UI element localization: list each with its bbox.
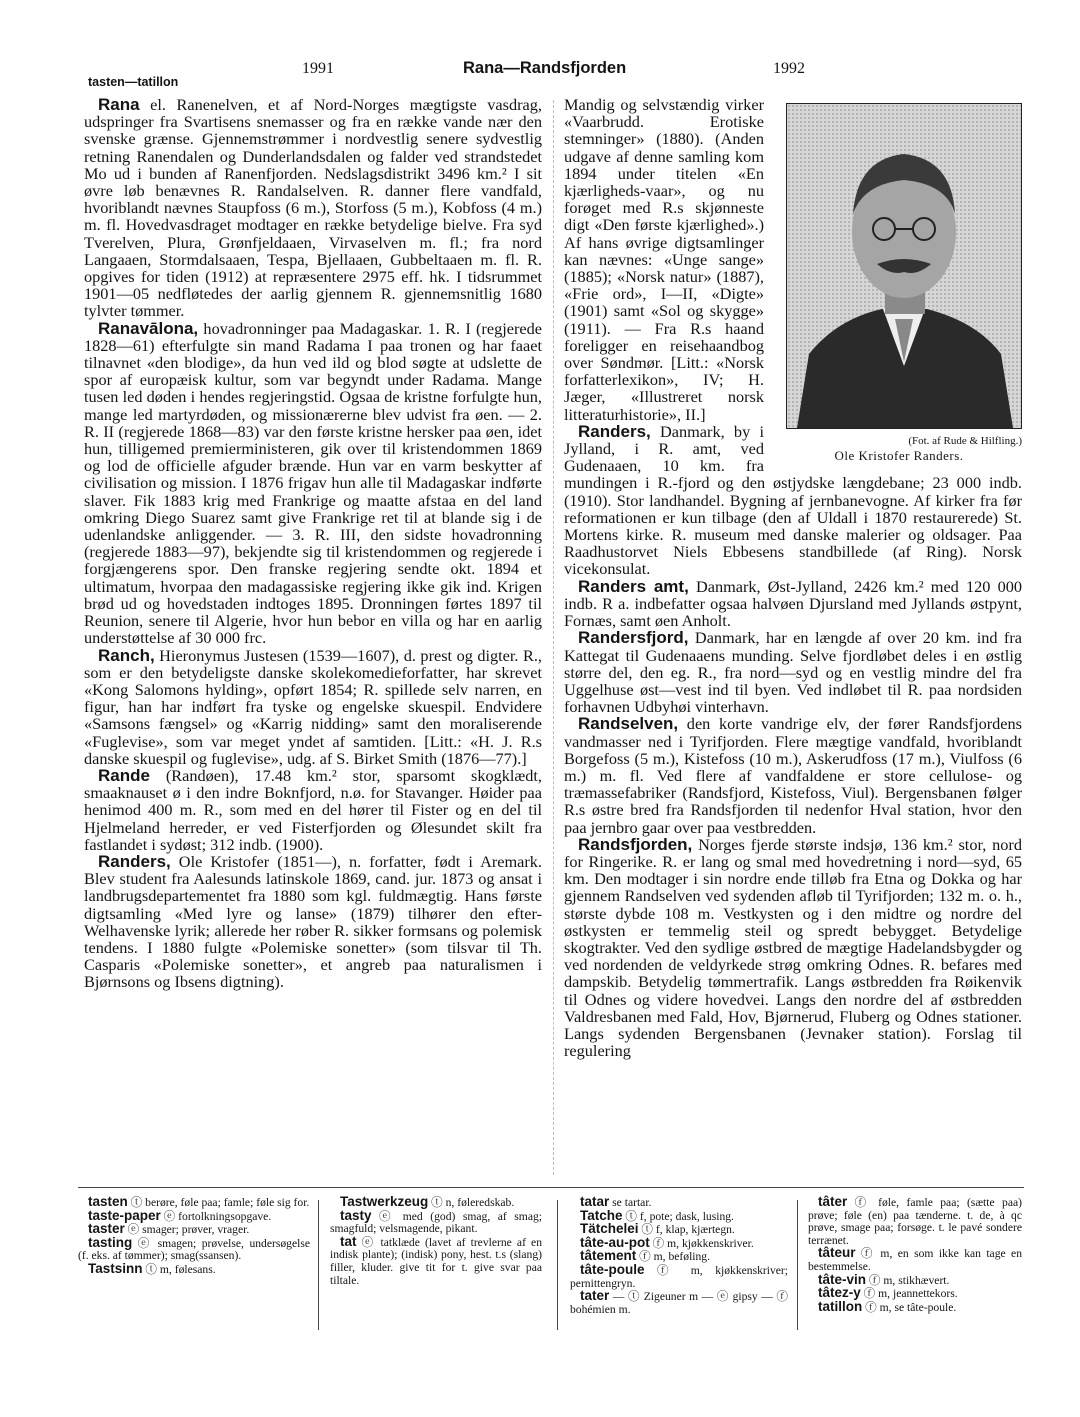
dictionary-headword: Tastwerkzeug <box>340 1194 429 1209</box>
dictionary-definition: ⓔ smagen; prøvelse, undersøgelse (f. eks. af tømmer); smag(ssansen). <box>78 1236 310 1263</box>
dictionary-headword: tâteur <box>818 1245 856 1261</box>
headword: Randselven, <box>578 714 679 734</box>
dictionary-headword: Tastsinn <box>88 1260 143 1276</box>
dictionary-definition: ⓕ m, beføling. <box>636 1250 711 1264</box>
dictionary-headword: tâte-poule <box>580 1261 645 1277</box>
headword: Randersfjord, <box>578 628 689 648</box>
dictionary-headword: tâte-vin <box>818 1271 867 1287</box>
entry-text: Danmark, by i Jylland, i R. amt, ved Gudenaaen, 10 km. fra mundingen i R.-fjord og den østjydske længdebane; 23 000 indb. (1910). Stor landhandel. Bygning af jernbanevogne. Af kirker fra før reformationen er kun tilbage (den af Uldall i 1870 restaurerede) St. Mortens kirke. R. museum med danske malerier og oldsager. Paa Raadhustorvet Niels Ebbesens standbillede (af Ring). Norsk vicekonsulat. <box>564 421 1022 579</box>
portrait-figure <box>776 103 1022 464</box>
entry-rande <box>84 767 542 853</box>
dictionary-entry <box>570 1290 788 1316</box>
dictionary-headword: tâtez-y <box>818 1285 861 1301</box>
entry-text: Norges fjerde største indsjø, 136 km.² stor, nord for Ringerike. R. er lang og smal med hovedretning i nord—syd, 65 km. Den modtager i sin nordre ende tilløb fra Etna og Dokka og har gjennem Randselven ved sydenden afløb til Tyrifjorden; 132 m. o. h., største dybde 108 m. Vestkysten og i den midtre og nordre del østkysten er temmelig steil og spredt bebygget. Betydelige skogtrakter. Ved den sydlige østbred de mægtige Hadelandsbygder og ved nordenden de veldyrkede strøg omkring Odnes. R. befares med dampskib. Betydelig tømmertrafik. Langs østbredden fra Røikenvik til Odnes og videre hovedvei. Langs den nordre del af østbredden Valdresbanen med Fald, Hov, Bjørnerud, Fluberg og Odnes stationer. Langs sydenden Bergensbanen (Jevnaker station). Forslag til regulering <box>564 834 1022 1061</box>
dictionary-definition: se tartar. <box>609 1196 652 1209</box>
headword: Randers, <box>98 851 171 871</box>
page-number-left: 1991 <box>302 60 334 77</box>
dictionary-definition: ⓕ m, jeannettekors. <box>860 1287 958 1301</box>
footer-column-divider <box>557 1200 558 1330</box>
dictionary-definition: ⓕ m, kjøkkenskriver; pernittengryn. <box>570 1263 788 1290</box>
dictionary-headword: tasting <box>88 1234 133 1250</box>
entry-randers-ole <box>84 853 542 991</box>
footer-divider <box>78 1187 1024 1188</box>
dictionary-entry <box>808 1298 1022 1315</box>
headword: Randsfjorden, <box>578 834 693 854</box>
dictionary-definition: ⓣ n, føleredskab. <box>428 1196 515 1209</box>
dictionary-headword: tat <box>340 1233 357 1249</box>
portrait-photo <box>786 103 1022 429</box>
right-column <box>564 96 1022 1059</box>
dictionary-entry <box>808 1196 1022 1247</box>
dictionary-definition: ⓣ f, pote; dask, lusing. <box>622 1209 734 1223</box>
entry-text: Danmark, har en længde af over 20 km. ind fra Kattegat til Gudenaaens munding. Selve fjordløbet deles i en østlig større del, den eg. R., fra nord—syd og en vestlig mindre del fra Uggelhuse øst—vest ind til byen. Ved indløbet til R. paa nordsiden forhavnen Udbyhøi vinterhavn. <box>564 628 1022 717</box>
headword: Rana <box>98 95 140 114</box>
dictionary-entry <box>78 1234 310 1263</box>
dictionary-headword: tatillon <box>818 1298 863 1314</box>
dictionary-headword: tatar <box>580 1194 610 1209</box>
dictionary-definition: ⓕ m, se tâte-poule. <box>862 1300 957 1314</box>
footer-column-divider <box>318 1200 319 1330</box>
entry-text: Ole Kristofer (1851—), n. forfatter, født i Aremark. Blev student fra Aalesunds latinskole 1869, cand. jur. 1873 og ansat i landbrugsdepartementet fra 1880 som kgl. fuldmægtig. Hans første digtsamling «Med lyre og lanse» (1879) tilhører den efter-Welhavenske lyrik; allerede her røber R. sikker formsans og polemisk tendens. I 1880 fulgte «Polemiske sonetter» (som tilsvar til Th. Casparis «Polemiske sonetter», et angreb paa naturalismen i Bjørnsons og Ibsens digtning). <box>84 851 542 992</box>
dictionary-definition: ⓕ m, kjøkkenskriver. <box>649 1236 754 1250</box>
entry-text: hovadronninger paa Madagaskar. 1. R. I (regjerede 1828—61) efterfulgte sin mand Radama I paa tronen og har faaet tilnavnet «den blodige», da hun ved ild og blod søgte at udslette de spor af europæisk kultur, som var begyndt under Radama. Mange tusen led døden i hendes regjeringstid. Ogsaa de kristne forfulgte hun, mange led martyrdøden, og missionærerne blev udvist fra øen. — 2. R. II (regjerede 1868—83) var den første kristne hersker paa øen, idet hun, tilligemed premierministeren, gik over til kristendommen 1869 og lod de officielle afguder brænde. Hun var en varm beskytter af civilisation og mission. I 1876 frigav hun alle til Madagaskar indførte slaver. Fik 1883 krig med Frankrige og maatte afstaa en del land omkring Diego Suarez samt give Frankrige ret til at blande sig i de udenlandske anliggender. — 3. R. III, den sidste hovadronning (regjerede 1883—97), bekjendte sig til kristendommen og regjerede i forgjængerens spor. Den franske regjering sendte okt. 1894 et ultimatum, hvorpaa den madagassiske regjering ikke gik ind. Krigen brød ud og hovedstaden indtoges 1895. Dronningen førtes 1897 til Reunion, senere til Algerie, hvor hun bebor en villa og har en aarlig understøttelse af 30 000 frc. <box>84 318 542 648</box>
photo-caption: Ole Kristofer Randers. <box>834 448 964 463</box>
dictionary-entry <box>330 1207 542 1236</box>
page-number-right: 1992 <box>773 60 805 77</box>
entry-randsfjorden <box>564 836 1022 1060</box>
dictionary-entry <box>570 1261 788 1290</box>
dictionary-definition: ⓔ fortolkningsopgave. <box>160 1209 272 1223</box>
entry-text: Danmark, Øst-Jylland, 2426 km.² med 120 000 indb. R a. indbefatter ogsaa halvøen Djursland med Jyllands østpynt, Fornæs, samt øen Anholt. <box>564 576 1022 631</box>
entry-text: el. Ranenelven, et af Nord-Norges mægtigste vasdrag, udspringer fra Svartisens snemasser og fra en række vande nær den svenske grænse. Gjennemstrømmer i nordvestlig senere sydvestlig retning Ranendalen og Dunderlandsdalen og falder ved strandstedet Mo ud i bunden af Ranenfjorden. Nedslagsdistrikt 3496 km.² I sit øvre løb benævnes R. Randalselven. R. danner flere vandfald, hvoriblandt nævnes Staupfoss (6 m.), Storfoss (5 m.), Kobfoss (4 m.) m. fl. Hovedvasdraget modtager en række betydelige bielve. Fra syd Tverelven, Plura, Grønfjeldaaen, Virvaselven m. fl.; fra nord Langaaen, Stormdalsaaen, Tespa, Bjellaaen, Gubbeltaaen m. fl. R. opgives for tiden (1912) at repræsentere 2975 eff. hk. I tidsrummet 1901—05 nedfløtedes der aarlig gjennem R. gjennemsnitlig 1680 tylvter tømmer. <box>84 95 542 321</box>
page-title: Rana—Randsfjorden <box>463 59 627 77</box>
dictionary-definition: ⓔ smager; prøver, vrager. <box>124 1223 250 1237</box>
dictionary-definition: ⓕ føle, famle paa; (sætte paa) prøve; føle (en) paa tænderne. t. de, à qc prøve, smage paa; forsøge. t. le pavé sondere terrænet. <box>808 1196 1022 1247</box>
dictionary-column-4 <box>808 1196 1022 1314</box>
entry-text: den korte vandrige elv, der fører Randsfjordens vandmasser ned i Tyrifjorden. Flere mægtige vandfald, hvoriblandt Borgefoss (5 m.), Kistefoss (10 m.), Askerudfoss (17 m.), Viulfoss (6 m.) m. fl. Ved flere af vandfaldene er store cellulose- og træmassefabriker (Randsfjord, Kistefoss, Viul). Bergensbanen følger R.s østre bred fra Randsfjorden til nedenfor Hval station, hvor den paa jernbro gaar over paa vestbredden. <box>564 714 1022 837</box>
dictionary-definition: ⓕ m, stikhævert. <box>866 1273 950 1287</box>
headword: Ranavālona, <box>98 318 199 338</box>
dictionary-definition: ⓕ m, en som ikke kan tage en bestemmelse. <box>808 1247 1022 1273</box>
headword: Ranch, <box>98 645 155 665</box>
column-divider <box>553 100 554 1175</box>
entry-text: Hieronymus Justesen (1539—1607), d. prest og digter. R., som er den betydeligste danske skolekomedieforfatter, har skrevet «Kong Salomons hylding», opført 1854; R. spillede selv narren, en figur, han har indført fra tyske og engelske skuespil. Endvidere «Samsons fængsel» og «Karrig nidding» samt den moraliserende «Fuglevise», som var meget yndet af samtiden. [Litt.: «H. J. R.s danske skuespil og fuglevise», udg. af S. Birket Smith (1876—77).] <box>84 645 542 768</box>
headword: Rande <box>98 765 150 785</box>
entry-randers-amt <box>564 578 1022 630</box>
entry-rana <box>84 96 542 320</box>
headword: Randers, <box>578 421 651 441</box>
footer-column-divider <box>797 1200 798 1330</box>
dictionary-headword: tâter <box>818 1194 848 1209</box>
dictionary-entry <box>330 1233 542 1287</box>
dictionary-column-2 <box>330 1196 542 1287</box>
dictionary-headword: tasty <box>340 1207 372 1223</box>
entry-randersfjord <box>564 629 1022 715</box>
dictionary-definition: ⓣ f, klap, kjærtegn. <box>638 1223 735 1237</box>
dictionary-headword: tâtement <box>580 1248 637 1264</box>
entry-ranavalona <box>84 320 542 647</box>
dictionary-column-3 <box>570 1196 788 1316</box>
dictionary-headword: tater <box>580 1288 610 1304</box>
entry-randers-ole-continued: Mandig og selvstændig virker «Vaarbrudd. Erotiske stemninger» (1880). (Anden udgave af denne samling kom 1894 under titelen «En kjærligheds-vaar», og nu forøget med R.s skjønneste digt «Den første kjærlighed».) Af hans øvrige digtsamlinger kan nævnes: «Unge sange» (1885); «Norsk natur» (1887), «Frie ord», I—II, «Digte» (1901) samt «Sol og skygge» (1911). — Fra R.s haand foreligger en reisehaandbog over Søndmør. [Litt.: «Norsk forfatterlexikon», IV; H. Jæger, «Illustreret norsk litteraturhistorie», II.] <box>564 95 764 424</box>
entry-randselven <box>564 715 1022 835</box>
dictionary-definition: — ⓣ Zigeuner m — ⓔ gipsy — ⓕ bohémien m. <box>570 1290 788 1316</box>
dictionary-definition: ⓔ med (god) smag, af smag; smagfuld; velsmagende, pikant. <box>330 1209 542 1236</box>
dictionary-headword: Tätchelei <box>580 1221 639 1237</box>
running-catchwords: tasten—tatillon <box>88 75 179 89</box>
dictionary-definition: ⓣ berøre, føle paa; famle; føle sig for. <box>127 1196 310 1209</box>
entry-text: (Randøen), 17.48 km.² stor, sparsomt skogklædt, smaaknauset ø i den indre Boknfjord, n.ø. for Stavanger. Høider paa henimod 400 m. R., som med en del hører til Fister og en del til Hjelmeland herreder, er ved Fisterfjorden og Ølesundet skilt fra fastlandet i sydøst; 312 indb. (1900). <box>84 765 542 854</box>
dictionary-definition: ⓔ tatklæde (lavet af trevlerne af en indisk plante); (indisk) pony, hest. t.s (slang) filler, kluder. give tit for t. give svar paa tiltale. <box>330 1235 542 1287</box>
dictionary-definition: ⓣ m, følesans. <box>142 1262 216 1276</box>
dictionary-entry <box>78 1260 310 1277</box>
dictionary-headword: tâte-au-pot <box>580 1234 650 1250</box>
dictionary-headword: taster <box>88 1221 125 1237</box>
photo-credit: (Fot. af Rude & Hilfling.) <box>908 435 1022 447</box>
left-column <box>84 96 542 991</box>
dictionary-entry <box>808 1247 1022 1273</box>
headword: Randers amt, <box>578 576 689 596</box>
dictionary-headword: taste-paper <box>88 1207 161 1223</box>
dictionary-headword: Tatche <box>580 1207 623 1223</box>
entry-ranch <box>84 647 542 767</box>
portrait-image-icon <box>787 104 1021 428</box>
dictionary-headword: tasten <box>88 1194 128 1209</box>
dictionary-column-1 <box>78 1196 310 1277</box>
